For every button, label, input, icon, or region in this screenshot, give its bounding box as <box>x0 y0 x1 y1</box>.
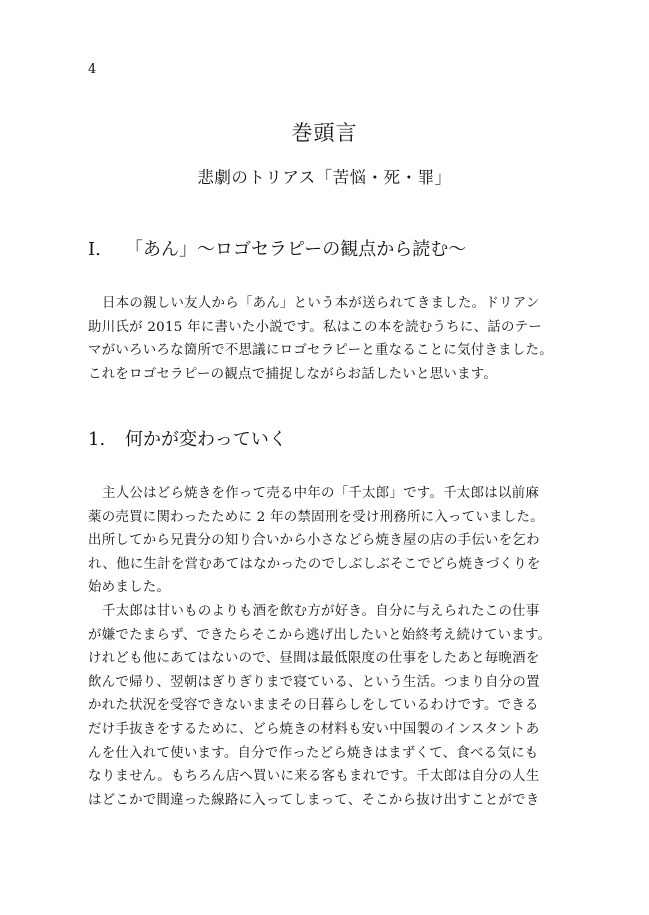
page-number: 4 <box>88 62 97 77</box>
paragraph <box>88 600 562 812</box>
intro-paragraph <box>88 292 562 386</box>
text-line: けれども他にあてはないので、昼間は最低限度の仕事をしたあと毎晩酒を <box>88 651 540 667</box>
section-heading-text: 「あん」〜ロゴセラピーの観点から読む〜 <box>125 239 467 260</box>
text-line: はどこかで間違った線路に入ってしまって、そこから抜け出すことができ <box>88 792 540 808</box>
section-number: 1. <box>88 429 106 450</box>
text-line: 始めました。 <box>88 580 171 596</box>
body-text <box>88 482 562 812</box>
text-line: 出所してから兄貴分の知り合いから小さなどら焼き屋の店の手伝いを乞わ <box>88 533 540 549</box>
text-line: 薬の売買に関わったために 2 年の禁固刑を受け刑務所に入っていました。 <box>88 509 544 525</box>
text-line: 主人公はどら焼きを作って売る中年の「千太郎」です。千太郎は以前麻 <box>102 486 540 501</box>
text-line: れ、他に生計を営むあてはなかったのでしぶしぶそこでどら焼きづくりを <box>88 556 541 572</box>
text-line: 日本の親しい友人から「あん」という本が送られてきました。ドリアン <box>102 296 540 311</box>
text-line: なりません。もちろん店へ買いに来る客もまれです。千太郎は自分の人生 <box>88 769 540 785</box>
text-line: が嫌でたまらず、できたらそこから逃げ出したいと始終考え続けています。 <box>88 627 552 643</box>
section-heading-2 <box>88 425 287 451</box>
text-line: 千太郎は甘いものよりも酒を飲む方が好き。自分に与えられたこの仕事 <box>102 603 540 619</box>
page-title: 巻頭言 <box>291 121 358 145</box>
text-line: だけ手抜きをするために、どら焼きの材料も安い中国製のインスタントあ <box>88 721 540 737</box>
text-line: 助川氏が 2015 年に書いた小説です。私はこの本を読むうちに、話のテー <box>88 319 543 335</box>
text-line: マがいろいろな箇所で不思議にロゴセラピーと重なることに気付きました。 <box>88 343 553 359</box>
text-line: これをロゴセラピーの観点で捕捉しながらお話したいと思います。 <box>88 366 498 382</box>
paragraph <box>88 482 562 600</box>
text-line: んを仕入れて使います。自分で作ったどら焼きはまずくて、食べる気にも <box>88 745 539 761</box>
section-number: I. <box>88 239 101 260</box>
text-line: 飲んで帰り、翌朝はぎりぎりまで寝ている、という生活。つまり自分の置 <box>88 674 540 690</box>
section-heading-text: 何かが変わっていく <box>125 429 287 450</box>
section-heading-1 <box>88 235 466 261</box>
page-subtitle: 悲劇のトリアス「苦悩・死・罪」 <box>197 168 452 187</box>
text-line: かれた状況を受容できないままその日暮らしをしているわけです。できる <box>88 698 539 714</box>
